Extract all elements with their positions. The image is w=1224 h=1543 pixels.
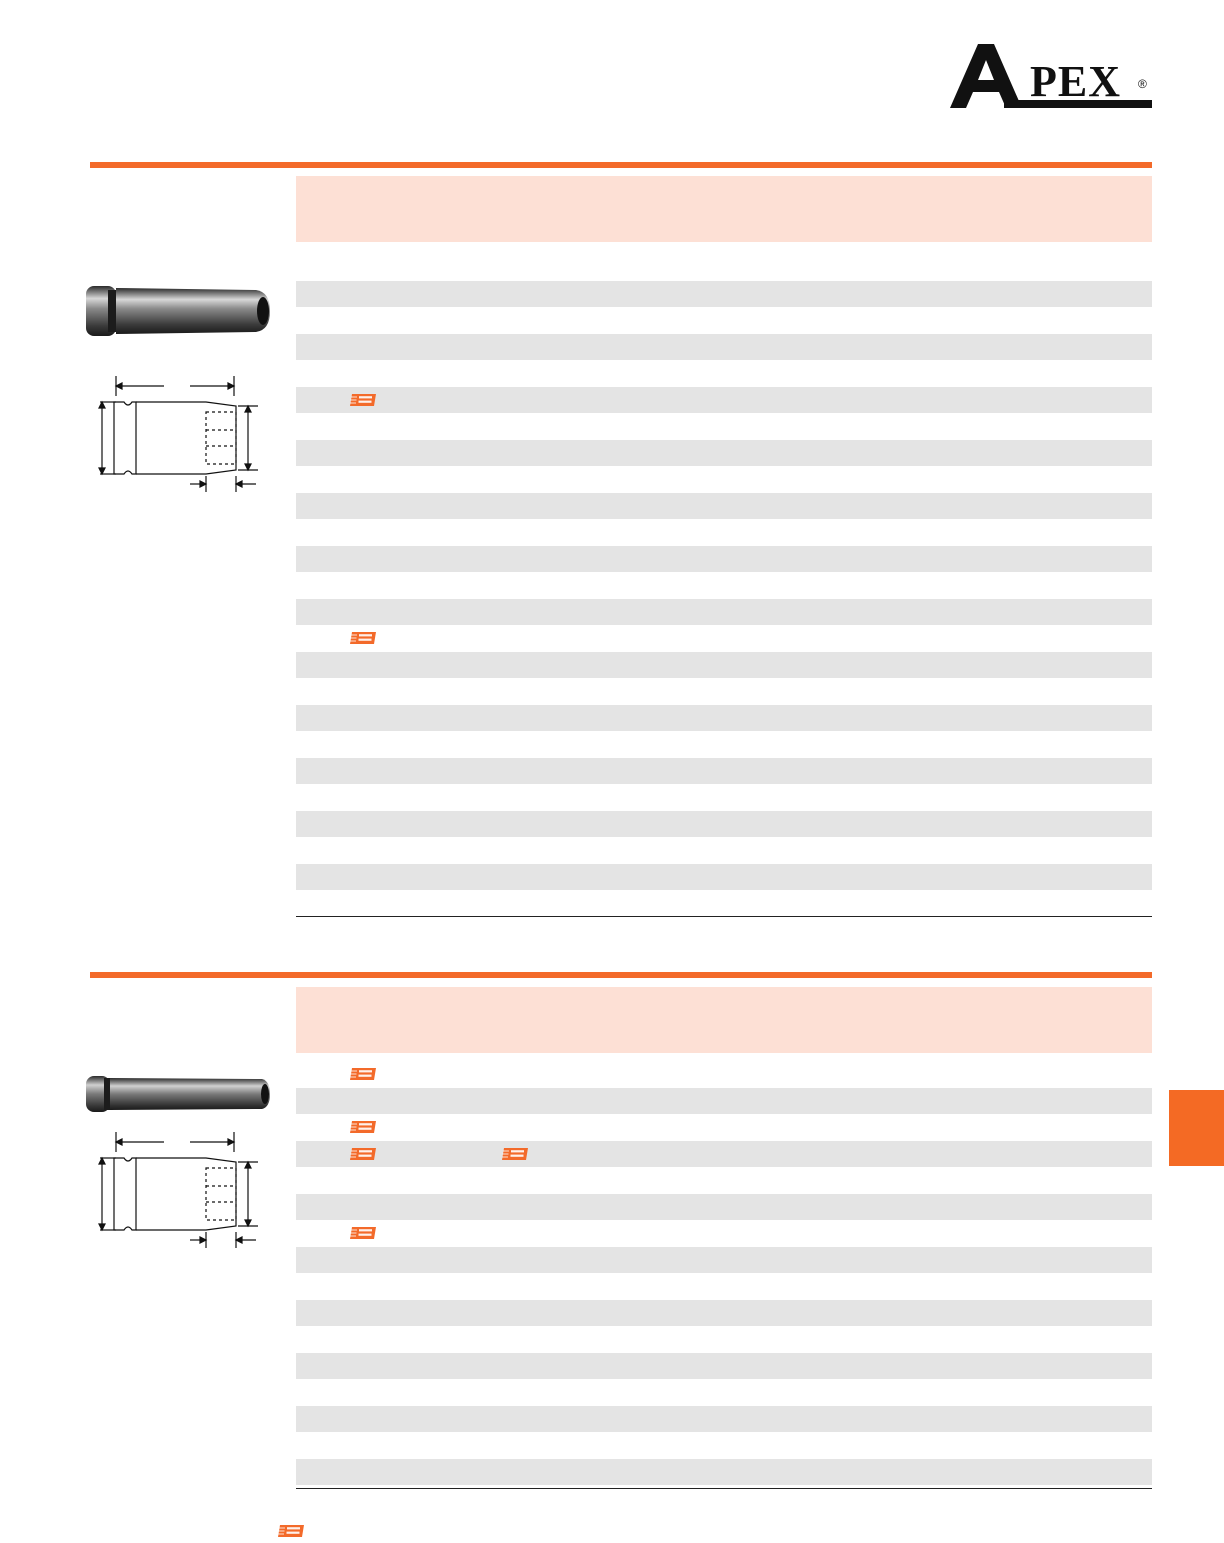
table-row [296,1326,1152,1353]
table-row [296,1194,1152,1221]
table-row [296,1406,1152,1433]
table-row [296,1353,1152,1380]
socket-dimension-diagram-2 [86,1132,266,1257]
section-2-rows [296,1061,1152,1512]
table-row [296,1300,1152,1327]
rapid-select-badge-icon [348,1067,378,1081]
section-side-tab [1169,1090,1224,1166]
table-row [296,572,1152,599]
rapid-select-badge-icon [348,631,378,645]
table-row [296,784,1152,811]
table-row [296,360,1152,387]
table-row [296,811,1152,838]
table-row [296,705,1152,732]
section-1-table [296,254,1152,917]
table-row [296,1167,1152,1194]
table-row [296,493,1152,520]
table-row [296,864,1152,891]
table-row [296,758,1152,785]
table-row [296,1379,1152,1406]
socket-dimension-diagram-1 [86,376,266,501]
impact-socket-photo-short [86,284,272,343]
table-row [296,466,1152,493]
table-row [296,413,1152,440]
table-row [296,837,1152,864]
table-row [296,890,1152,917]
section-2-table [296,1061,1152,1489]
section-2-header-band [296,987,1152,1053]
table-row [296,334,1152,361]
rapid-select-badge-icon [348,1120,378,1134]
table-row [296,307,1152,334]
svg-text:PEX: PEX [1030,57,1121,106]
rapid-select-badge-icon [348,393,378,407]
table-row [296,1247,1152,1274]
apex-logo [948,42,1154,116]
section-2-table-rule [296,1488,1152,1489]
table-row [296,1088,1152,1115]
section-1-header-band [296,176,1152,242]
table-row [296,1459,1152,1486]
table-row [296,1432,1152,1459]
rapid-select-badge-footnote-icon [276,1524,306,1538]
table-row [296,1220,1152,1247]
svg-text:®: ® [1138,77,1147,91]
table-row [296,1273,1152,1300]
table-row [296,440,1152,467]
table-row [296,1061,1152,1088]
table-row [296,519,1152,546]
rapid-select-badge-icon [500,1147,530,1161]
table-row [296,599,1152,626]
section-1-table-rule [296,916,1152,917]
section-1-rule [90,162,1152,168]
table-row [296,254,1152,281]
table-row [296,546,1152,573]
section-2-rule [90,972,1152,978]
table-row [296,281,1152,308]
table-row [296,1141,1152,1168]
table-row [296,652,1152,679]
table-row [296,387,1152,414]
table-row [296,625,1152,652]
table-row [296,678,1152,705]
table-row [296,1114,1152,1141]
table-row [296,731,1152,758]
rapid-select-badge-icon [348,1226,378,1240]
rapid-select-badge-icon [348,1147,378,1161]
impact-socket-photo-long [86,1074,272,1119]
section-1-rows [296,254,1152,917]
